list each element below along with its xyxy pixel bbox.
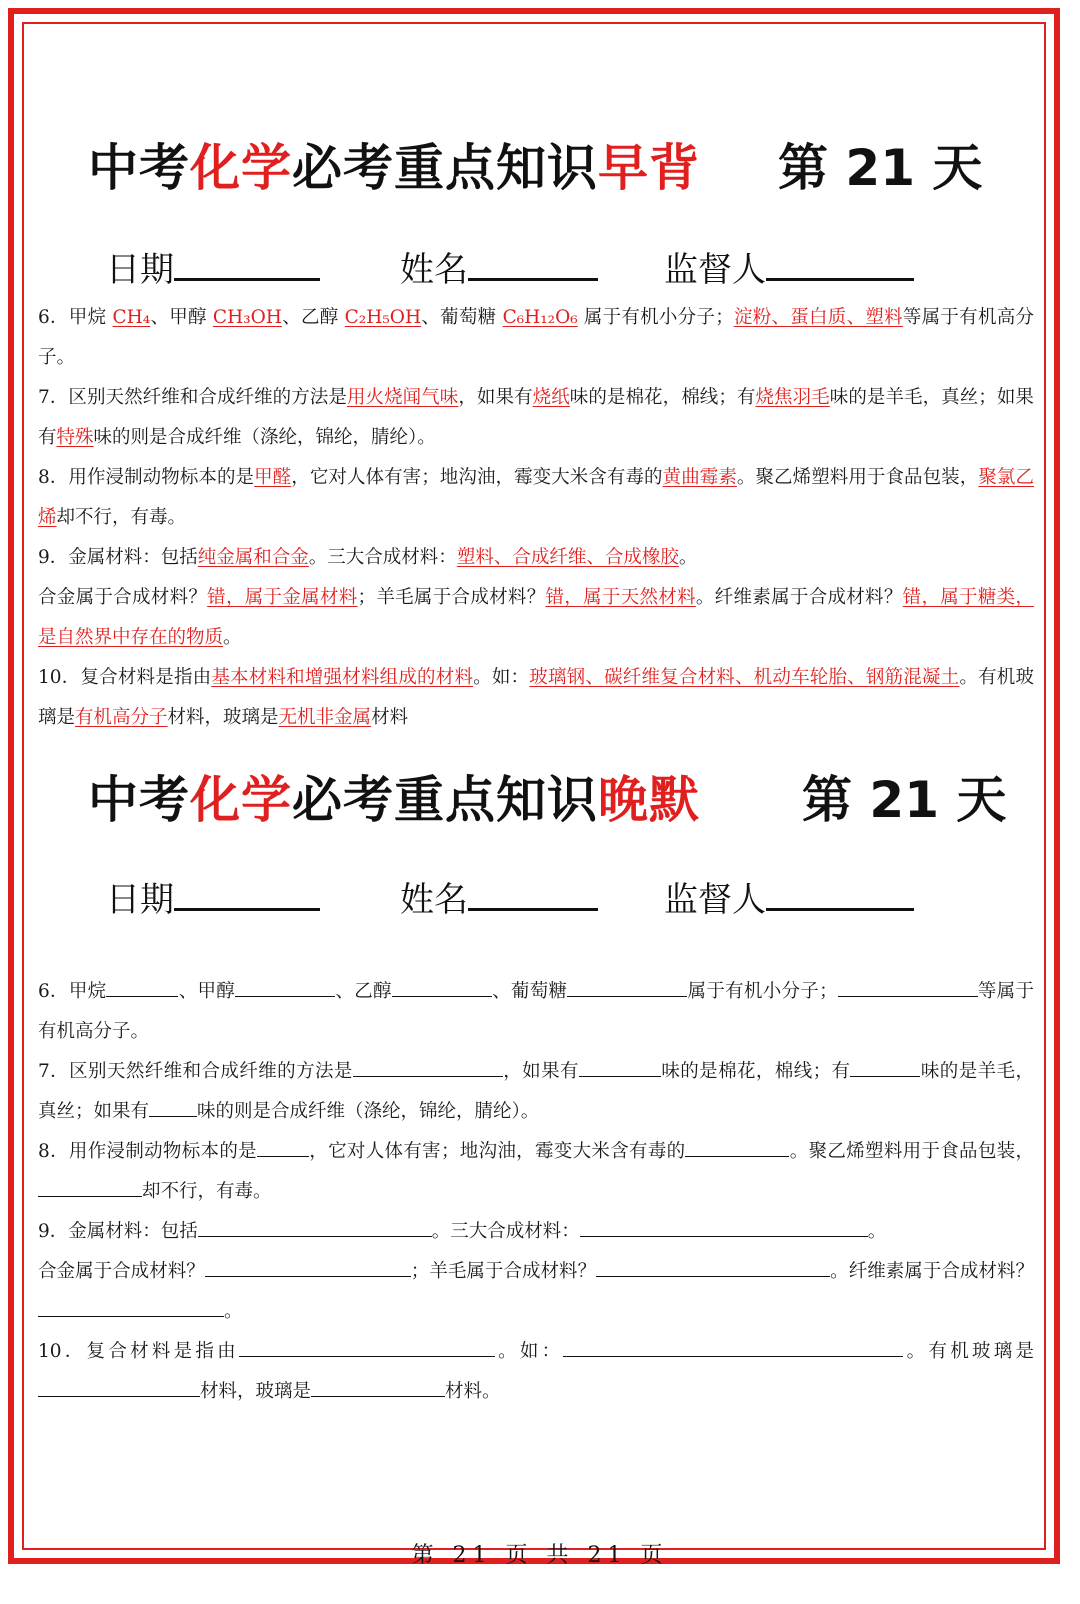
- text: 材料，玻璃是: [200, 1381, 312, 1402]
- answer: 玻璃钢、碳纤维复合材料、机动车轮胎、钢筋混凝土: [529, 667, 960, 688]
- text: 8．用作浸制动物标本的是: [38, 1141, 257, 1162]
- answer: 有机高分子: [75, 707, 168, 728]
- text: 。: [678, 547, 698, 568]
- text: 却不行，有毒。: [56, 507, 187, 528]
- title-suffix: 晚默: [598, 771, 700, 829]
- answer-blank[interactable]: [198, 1216, 432, 1237]
- answer: 甲醛: [254, 467, 292, 488]
- answer-blank[interactable]: [38, 1376, 200, 1397]
- text: ；羊毛属于合成材料？: [410, 1261, 597, 1282]
- text: 。: [867, 1221, 887, 1242]
- text: 味的则是合成纤维（涤纶，锦纶，腈纶）。: [93, 427, 436, 448]
- evening-day: 第 21 天: [802, 771, 1007, 829]
- text: 。聚乙烯塑料用于食品包装，: [736, 467, 979, 488]
- title-prefix: 中考: [88, 771, 190, 829]
- text: 、乙醇: [335, 981, 392, 1002]
- answer: CH₄: [112, 307, 151, 328]
- date-blank[interactable]: [174, 248, 320, 281]
- answer: 淀粉、蛋白质、塑料: [733, 307, 903, 328]
- text: 9．金属材料：包括: [38, 1221, 198, 1242]
- answer-blank[interactable]: [353, 1056, 503, 1077]
- text: 、葡萄糖: [491, 981, 568, 1002]
- name-label: 姓名: [400, 880, 468, 920]
- text: 。三大合成材料：: [431, 1221, 580, 1242]
- answer-blank[interactable]: [567, 976, 687, 997]
- text: 却不行，有毒。: [142, 1181, 272, 1202]
- evening-content: [38, 972, 1034, 1412]
- text: 味的是棉花，棉线；有: [660, 1061, 851, 1082]
- morning-supervisor-field: [664, 242, 914, 291]
- morning-name-field: [400, 242, 598, 291]
- answer-blank[interactable]: [38, 1176, 142, 1197]
- text: 。有机玻璃是: [38, 667, 1034, 728]
- date-blank[interactable]: [174, 878, 320, 911]
- morning-q9b: [38, 578, 1034, 658]
- answer: 基本材料和增强材料组成的材料: [211, 667, 474, 688]
- text: 材料: [371, 707, 409, 728]
- text: 9．金属材料：包括: [38, 547, 198, 568]
- title-middle: 必考重点知识: [292, 139, 598, 197]
- morning-day: 第 21 天: [778, 139, 983, 197]
- text: 6．甲烷: [38, 307, 113, 328]
- evening-title: [88, 760, 700, 832]
- evening-q7: [38, 1052, 1034, 1132]
- text: 属于有机小分子；: [687, 981, 838, 1002]
- answer: 烧焦羽毛: [755, 387, 830, 408]
- morning-q6: [38, 298, 1034, 378]
- evening-supervisor-field: [664, 872, 914, 921]
- answer: 用火烧闻气味: [346, 387, 459, 408]
- text: 。纤维素属于合成材料？: [695, 587, 903, 608]
- answer-blank[interactable]: [392, 976, 492, 997]
- title-subject: 化学: [190, 139, 292, 197]
- text: 。如：: [473, 667, 530, 688]
- answer-blank[interactable]: [38, 1296, 224, 1317]
- text: 味的是羊毛，真丝；如果有: [38, 387, 1034, 448]
- answer: CH₃OH: [212, 307, 282, 328]
- text: 。纤维素属于合成材料？: [830, 1261, 1034, 1282]
- morning-title: [88, 128, 700, 200]
- answer: 错，属于糖类，是自然界中存在的物质: [38, 587, 1034, 648]
- text: ，它对人体有害；地沟油，霉变大米含有毒的: [291, 467, 663, 488]
- text: 、甲醇: [150, 307, 213, 328]
- text: 10．复合材料是指由: [38, 667, 212, 688]
- text: 。有机玻璃是: [903, 1341, 1034, 1362]
- answer-blank[interactable]: [239, 1336, 495, 1357]
- text: 材料，玻璃是: [167, 707, 279, 728]
- text: 味的是羊毛，真丝；如果有: [38, 1061, 1034, 1122]
- page-footer: 第 21 页 共 21 页: [411, 1543, 669, 1568]
- answer: 纯金属和合金: [197, 547, 309, 568]
- supervisor-label: 监督人: [664, 250, 766, 290]
- answer: 黄曲霉素: [662, 467, 737, 488]
- text: 。: [223, 627, 242, 648]
- text: ，如果有: [502, 1061, 579, 1082]
- answer-blank[interactable]: [838, 976, 978, 997]
- answer: 塑料、合成纤维、合成橡胶: [456, 547, 679, 568]
- answer: 特殊: [56, 427, 94, 448]
- evening-q8: [38, 1132, 1034, 1212]
- text: ，它对人体有害；地沟油，霉变大米含有毒的: [308, 1141, 686, 1162]
- text: 味的则是合成纤维（涤纶，锦纶，腈纶）。: [197, 1101, 540, 1122]
- answer-blank[interactable]: [850, 1056, 920, 1077]
- supervisor-blank[interactable]: [766, 878, 914, 911]
- text: 等属于有机高分子。: [38, 307, 1034, 368]
- answer-blank[interactable]: [580, 1216, 868, 1237]
- supervisor-blank[interactable]: [766, 248, 914, 281]
- evening-q9b: [38, 1252, 1034, 1332]
- name-blank[interactable]: [468, 878, 598, 911]
- morning-q7: [38, 378, 1034, 458]
- text: 6．甲烷: [38, 981, 107, 1002]
- text: ，如果有: [458, 387, 533, 408]
- answer-blank[interactable]: [205, 1256, 411, 1277]
- answer-blank[interactable]: [579, 1056, 661, 1077]
- text: 。如：: [494, 1341, 564, 1362]
- text: 。: [224, 1301, 243, 1322]
- text: 。聚乙烯塑料用于食品包装，: [789, 1141, 1034, 1162]
- morning-content: [38, 298, 1034, 738]
- text: 10．复合材料是指由: [38, 1341, 239, 1362]
- text: 。三大合成材料：: [308, 547, 457, 568]
- answer-blank[interactable]: [149, 1096, 197, 1117]
- evening-q9: [38, 1212, 1034, 1252]
- title-suffix: 早背: [598, 139, 700, 197]
- answer: C₂H₅OH: [344, 307, 422, 328]
- answer-blank[interactable]: [685, 1136, 789, 1157]
- answer-blank[interactable]: [596, 1256, 830, 1277]
- morning-q10: [38, 658, 1034, 738]
- text: 、葡萄糖: [421, 307, 503, 328]
- name-blank[interactable]: [468, 248, 598, 281]
- text: 合金属于合成材料？: [38, 1261, 205, 1282]
- evening-name-field: [400, 872, 598, 921]
- title-prefix: 中考: [88, 139, 190, 197]
- answer: 错，属于天然材料: [545, 587, 696, 608]
- answer-blank[interactable]: [311, 1376, 445, 1397]
- text: 味的是棉花，棉线；有: [569, 387, 756, 408]
- answer: 聚氯乙烯: [38, 467, 1034, 528]
- text: 等属于有机高分子。: [38, 981, 1034, 1042]
- text: 8．用作浸制动物标本的是: [38, 467, 255, 488]
- evening-date-field: [106, 872, 320, 921]
- morning-q8: [38, 458, 1034, 538]
- date-label: 日期: [106, 880, 174, 920]
- evening-q10: [38, 1332, 1034, 1412]
- text: 7．区别天然纤维和合成纤维的方法是: [38, 387, 347, 408]
- title-middle: 必考重点知识: [292, 771, 598, 829]
- morning-date-field: [106, 242, 320, 291]
- answer: C₆H₁₂O₆: [502, 307, 578, 328]
- text: 属于有机小分子；: [577, 307, 734, 328]
- answer: 错，属于金属材料: [207, 587, 358, 608]
- text: 材料。: [445, 1381, 501, 1402]
- evening-q6: [38, 972, 1034, 1052]
- answer-blank[interactable]: [563, 1336, 903, 1357]
- answer-blank[interactable]: [257, 1136, 309, 1157]
- title-subject: 化学: [190, 771, 292, 829]
- text: 合金属于合成材料？: [38, 587, 208, 608]
- morning-q9: [38, 538, 1034, 578]
- text: 、乙醇: [281, 307, 345, 328]
- name-label: 姓名: [400, 250, 468, 290]
- answer: 烧纸: [532, 387, 570, 408]
- answer-blank[interactable]: [235, 976, 335, 997]
- text: ；羊毛属于合成材料？: [357, 587, 546, 608]
- answer: 无机非金属: [278, 707, 372, 728]
- text: 、甲醇: [178, 981, 236, 1002]
- answer-blank[interactable]: [106, 976, 178, 997]
- supervisor-label: 监督人: [664, 880, 766, 920]
- text: 7．区别天然纤维和合成纤维的方法是: [38, 1061, 353, 1082]
- date-label: 日期: [106, 250, 174, 290]
